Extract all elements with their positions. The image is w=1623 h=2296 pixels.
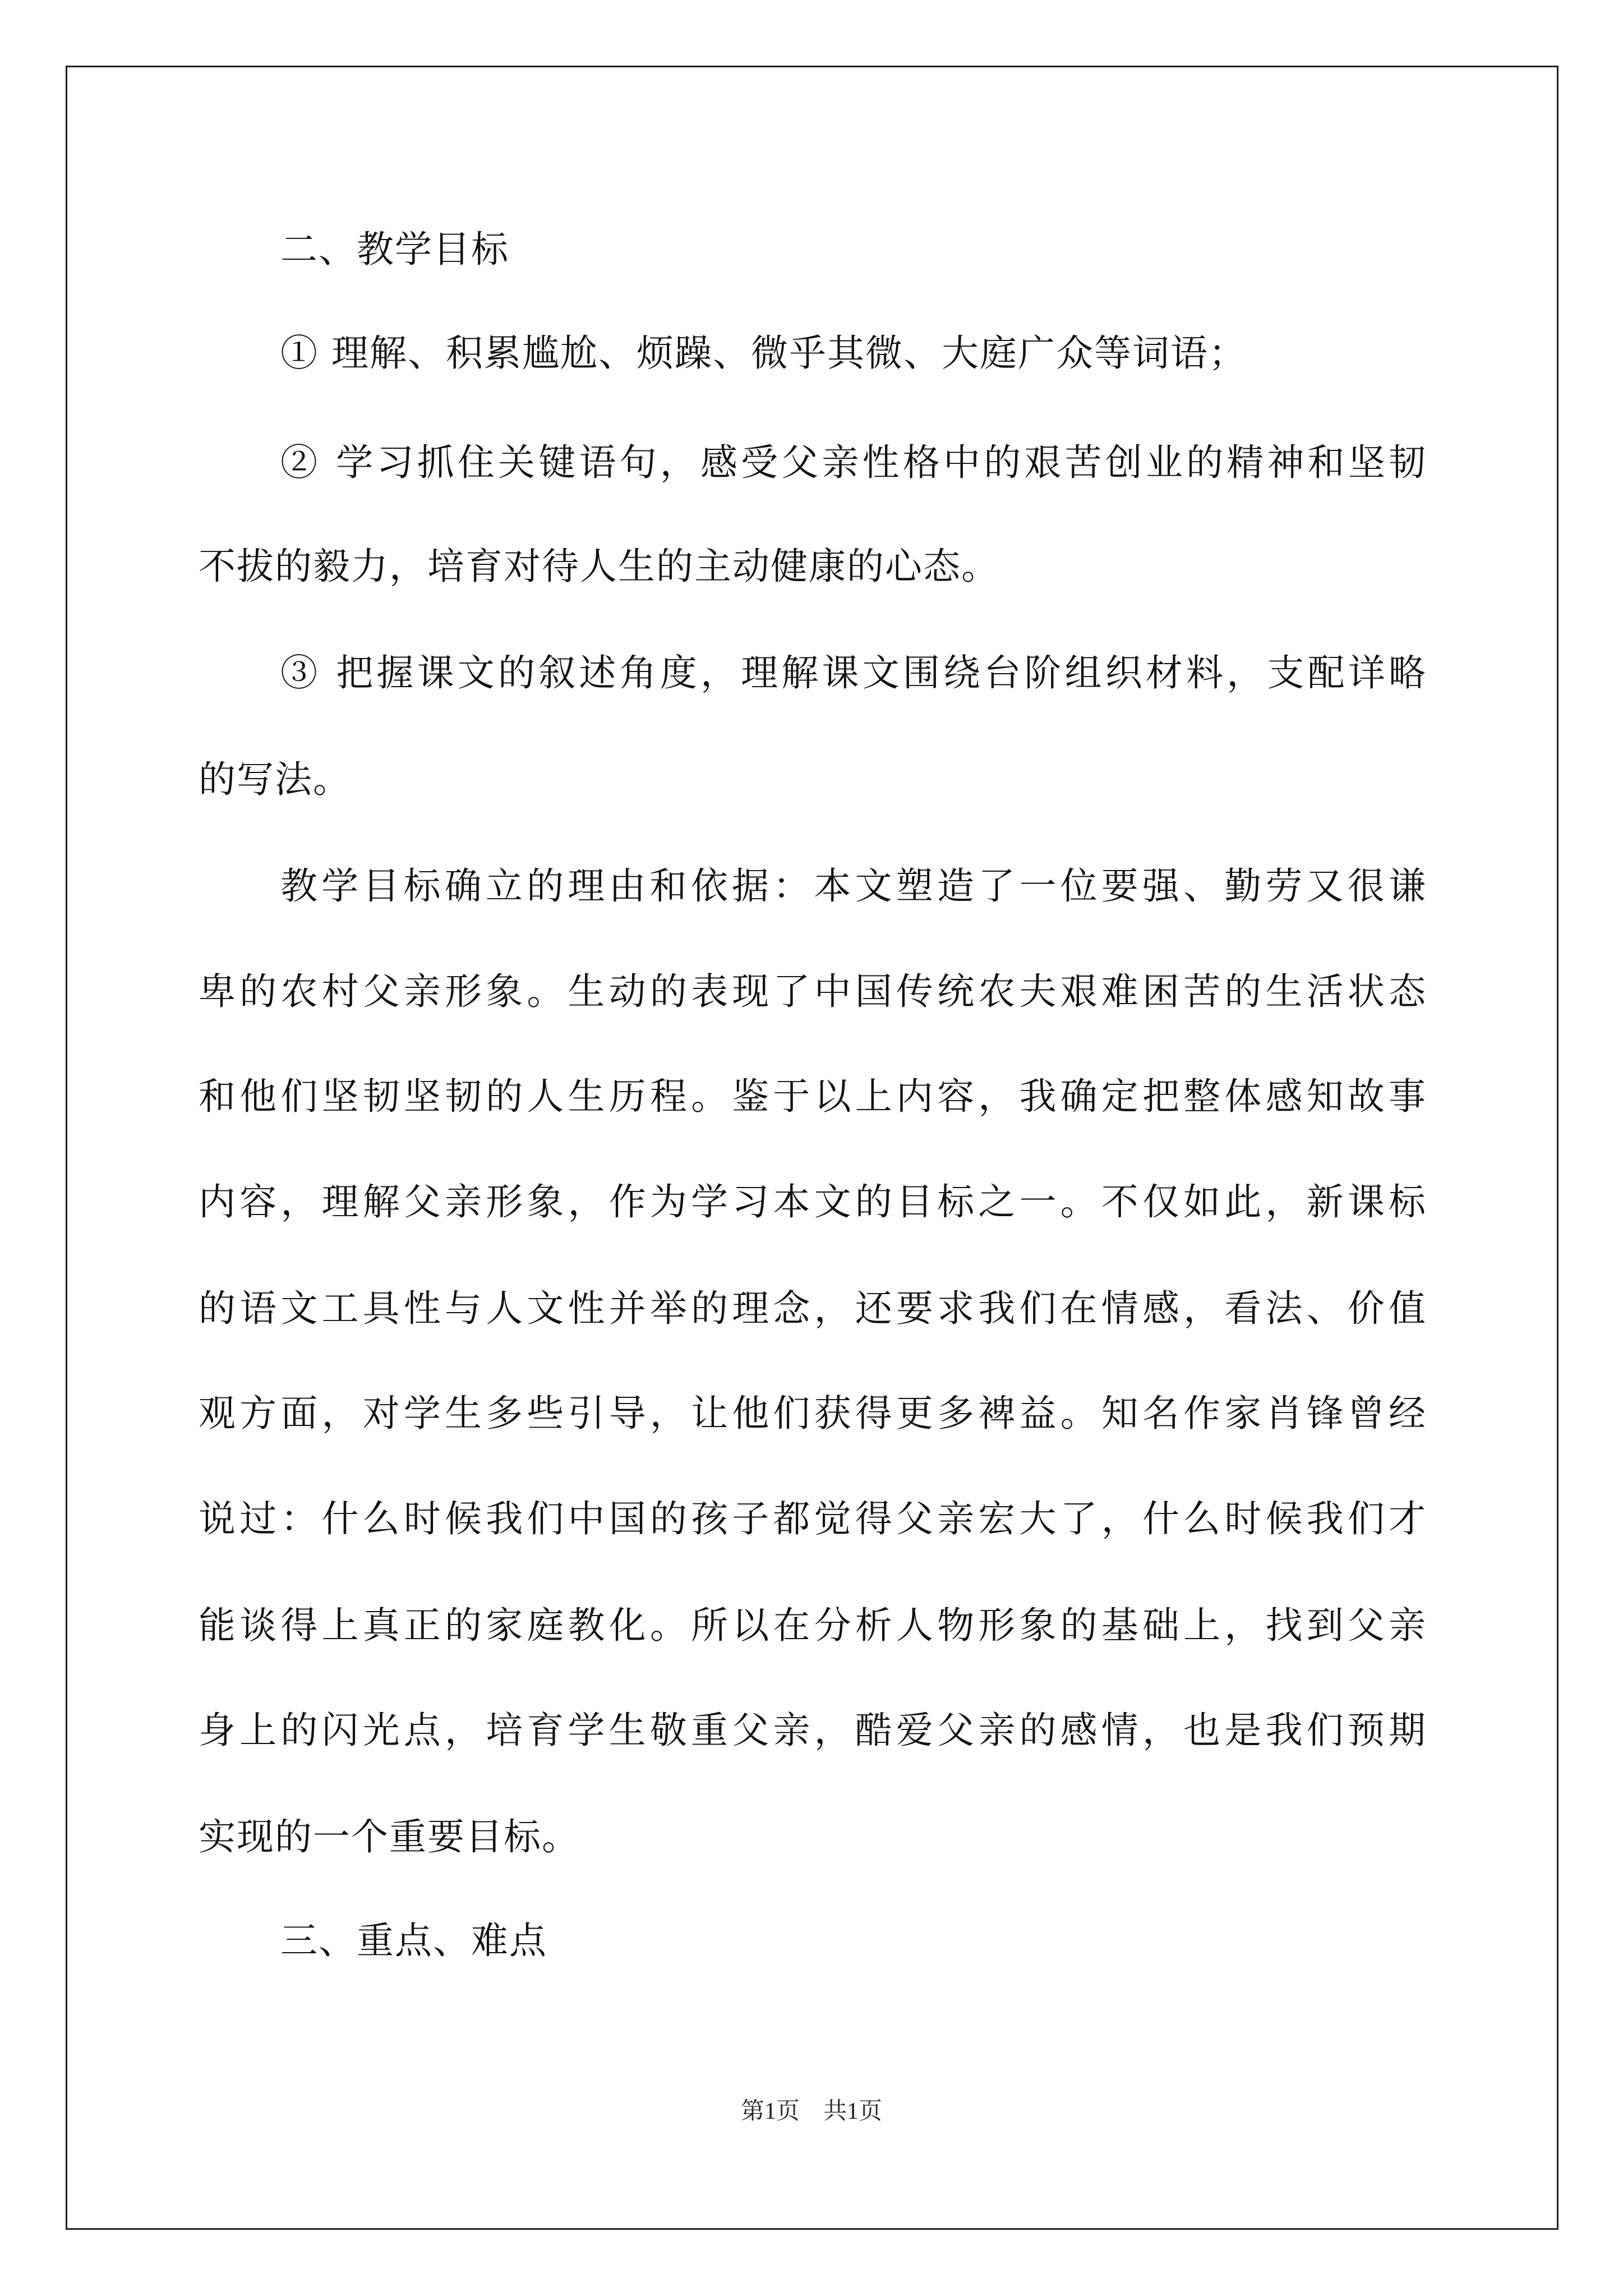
section-heading-objectives: 二、教学目标: [280, 228, 509, 271]
section-heading-key-points: 三、重点、难点: [280, 1919, 547, 1962]
rationale-line-10: 实现的一个重要目标。: [199, 1815, 580, 1858]
objective-2-line-1: ② 学习抓住关键语句，感受父亲性格中的艰苦创业的精神和坚韧: [280, 441, 1427, 484]
rationale-line-4: 内容，理解父亲形象，作为学习本文的目标之一。不仅如此，新课标: [199, 1180, 1427, 1223]
page-border: [66, 66, 1559, 2230]
objective-1: ① 理解、积累尴尬、烦躁、微乎其微、大庭广众等词语；: [280, 332, 1247, 375]
rationale-line-5: 的语文工具性与人文性并举的理念，还要求我们在情感，看法、价值: [199, 1287, 1427, 1330]
rationale-line-7: 说过：什么时候我们中国的孩子都觉得父亲宏大了，什么时候我们才: [199, 1497, 1427, 1540]
rationale-line-8: 能谈得上真正的家庭教化。所以在分析人物形象的基础上，找到父亲: [199, 1604, 1427, 1647]
page-footer: 第1页 共1页: [740, 2099, 882, 2124]
rationale-line-6: 观方面，对学生多些引导，让他们获得更多裨益。知名作家肖锋曾经: [199, 1392, 1427, 1435]
rationale-line-9: 身上的闪光点，培育学生敬重父亲，酷爱父亲的感情，也是我们预期: [199, 1709, 1427, 1752]
objective-3-line-2: 的写法。: [199, 758, 351, 801]
objective-2-line-2: 不拔的毅力，培育对待人生的主动健康的心态。: [199, 545, 999, 588]
rationale-line-3: 和他们坚韧坚韧的人生历程。鉴于以上内容，我确定把整体感知故事: [199, 1075, 1427, 1118]
rationale-line-1: 教学目标确立的理由和依据：本文塑造了一位要强、勤劳又很谦: [280, 864, 1427, 908]
objective-3-line-1: ③ 把握课文的叙述角度，理解课文围绕台阶组织材料，支配详略: [280, 651, 1427, 694]
rationale-line-2: 卑的农村父亲形象。生动的表现了中国传统农夫艰难困苦的生活状态: [199, 970, 1427, 1013]
